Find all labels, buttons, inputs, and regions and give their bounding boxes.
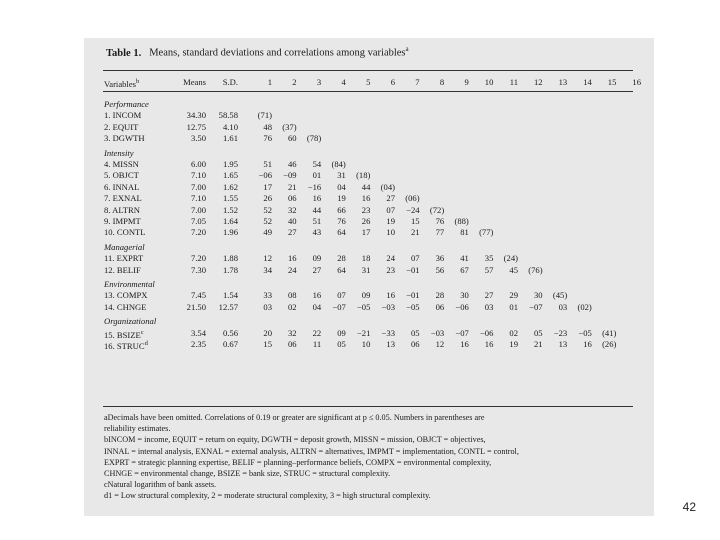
correlation-cell: −03 <box>381 301 395 312</box>
column-header-7: 7 <box>415 77 420 87</box>
table-note-line: INNAL = internal analysis, EXNAL = external analysis, ALTRN = alternatives, IMPMT = implementation, CONTL = control, <box>104 446 519 456</box>
column-header-10: 10 <box>484 77 494 87</box>
correlation-cell: 02 <box>288 301 297 312</box>
table-row <box>0 338 720 350</box>
variable-name: 14. CHNGE <box>104 301 147 312</box>
correlation-cell: 03 <box>558 301 568 312</box>
correlation-cell: 23 <box>386 264 395 275</box>
variable-name: 4. MISSN <box>104 159 139 169</box>
correlation-cell: (06) <box>405 193 420 204</box>
table-row <box>0 169 720 181</box>
sd-value: 12.57 <box>218 301 238 312</box>
mean-value: 6.00 <box>190 159 206 169</box>
correlation-cell: 26 <box>263 193 272 204</box>
correlation-cell: 27 <box>484 290 494 301</box>
mean-value: 34.30 <box>186 110 206 121</box>
correlation-cell: 06 <box>288 339 297 349</box>
correlation-cell: 21 <box>288 181 297 192</box>
correlation-cell: −01 <box>406 290 420 301</box>
correlation-cell: 06 <box>435 301 445 312</box>
correlation-cell: 15 <box>411 216 420 226</box>
correlation-cell: 13 <box>558 339 568 349</box>
column-header-6: 6 <box>390 77 395 87</box>
mean-value: 2.35 <box>190 339 206 349</box>
correlation-cell: 06 <box>411 339 420 349</box>
correlation-cell: −33 <box>381 327 395 338</box>
group-heading: Performance <box>104 99 149 109</box>
footnote-marker: c <box>140 328 144 336</box>
correlation-cell: −09 <box>283 170 297 181</box>
correlation-cell: 21 <box>534 339 543 349</box>
correlation-cell: 09 <box>312 253 322 264</box>
sd-value: 1.54 <box>222 290 238 301</box>
correlation-cell: 33 <box>263 290 272 301</box>
mean-value: 7.10 <box>190 170 206 181</box>
variable-name: 16. STRUC$^d$ <box>104 340 148 351</box>
correlation-cell: 09 <box>337 327 346 338</box>
table-row <box>0 132 720 144</box>
correlation-cell: 43 <box>312 227 322 238</box>
correlation-cell: 52 <box>263 216 272 226</box>
correlation-cell: 17 <box>361 227 371 238</box>
variable-name: 6. INNAL <box>104 181 140 192</box>
correlation-cell: 12 <box>263 253 272 264</box>
sd-value: 1.64 <box>222 216 238 226</box>
table-caption: Means, standard deviations and correlations among variables <box>149 47 406 59</box>
correlation-cell: 05 <box>534 327 543 338</box>
correlation-cell: 64 <box>337 227 346 238</box>
table-note-line: CHNGE = environmental change, BSIZE = bank size, STRUC = structural complexity. <box>104 469 391 479</box>
correlation-cell: (71) <box>257 110 272 121</box>
correlation-cell: 16 <box>460 339 469 349</box>
correlation-cell: (77) <box>479 227 494 238</box>
mean-value: 7.10 <box>190 193 206 204</box>
sd-header: S.D. <box>222 77 238 87</box>
correlation-cell: 18 <box>361 253 371 264</box>
group-heading: Environmental <box>104 279 155 289</box>
correlation-cell: 76 <box>263 133 272 144</box>
correlation-cell: −01 <box>406 264 420 275</box>
correlation-cell: 40 <box>288 216 297 226</box>
correlation-cell: (41) <box>602 327 617 338</box>
mean-value: 3.50 <box>190 133 206 144</box>
table-row <box>0 181 720 193</box>
mean-value: 21.50 <box>186 301 206 312</box>
column-header-8: 8 <box>439 77 445 87</box>
variable-name: 7. EXNAL <box>104 193 142 204</box>
sd-value: 1.65 <box>222 170 238 181</box>
correlation-cell: 16 <box>288 253 297 264</box>
correlation-cell: −16 <box>307 181 322 192</box>
correlation-cell: 52 <box>263 204 272 215</box>
table-row <box>0 264 720 276</box>
means-header: Means <box>183 77 206 87</box>
correlation-cell: 32 <box>288 327 297 338</box>
correlation-cell: 07 <box>386 204 395 215</box>
sd-value: 1.96 <box>222 227 238 238</box>
correlation-cell: 07 <box>411 253 420 264</box>
column-header-row <box>0 76 720 88</box>
footnote-marker: d <box>144 340 148 347</box>
mean-value: 3.54 <box>190 327 206 338</box>
correlation-cell: 19 <box>337 193 346 204</box>
table-row <box>0 301 720 313</box>
sd-value: 1.88 <box>222 253 238 264</box>
table-notes <box>104 412 634 502</box>
sd-value: 1.95 <box>222 159 238 169</box>
correlation-cell: (78) <box>306 133 322 144</box>
correlation-cell: 76 <box>435 216 445 226</box>
variable-name: 11. EXPRT <box>104 253 144 264</box>
column-header-11: 11 <box>509 77 518 87</box>
correlation-cell: 41 <box>460 253 469 264</box>
correlation-cell: 57 <box>484 264 494 275</box>
correlation-cell: 45 <box>509 264 518 275</box>
correlation-cell: −05 <box>406 301 420 312</box>
variable-name: 10. CONTL <box>104 227 146 238</box>
variable-name: 1. INCOM <box>104 110 142 121</box>
mean-value: 7.00 <box>190 181 206 192</box>
table-note-line: EXPRT = strategic planning expertise, BELIF = planning–performance beliefs, COMPX = environmental complexity, <box>104 457 492 467</box>
correlation-cell: 19 <box>386 216 395 226</box>
variable-name: 9. IMPMT <box>104 216 141 226</box>
correlation-cell: 07 <box>337 290 346 301</box>
mean-value: 7.20 <box>190 227 206 238</box>
column-header-3: 3 <box>316 77 322 87</box>
table-row <box>0 289 720 301</box>
correlation-cell: (02) <box>577 301 592 312</box>
correlation-cell: 77 <box>435 227 445 238</box>
correlation-cell: 02 <box>509 327 518 338</box>
mean-value: 7.20 <box>190 253 206 264</box>
variable-name: 2. EQUIT <box>104 121 139 132</box>
table-note-line: bINCOM = income, EQUIT = return on equity, DGWTH = deposit growth, MISSN = mission, OBJCT = objectives, <box>104 435 486 445</box>
variable-name: 5. OBJCT <box>104 170 139 181</box>
correlation-cell: 51 <box>312 216 322 226</box>
correlation-cell: 54 <box>312 159 322 169</box>
correlation-cell: (18) <box>356 170 371 181</box>
variable-name: 13. COMPX <box>104 290 148 301</box>
correlation-cell: 29 <box>509 290 518 301</box>
correlation-cell: 27 <box>288 227 297 238</box>
correlation-cell: 56 <box>435 264 445 275</box>
correlation-cell: 01 <box>509 301 518 312</box>
column-header-9: 9 <box>464 77 469 87</box>
column-header-1: 1 <box>267 77 272 87</box>
correlation-cell: 36 <box>435 253 445 264</box>
correlation-cell: 17 <box>263 181 272 192</box>
correlation-cell: −06 <box>479 327 494 338</box>
correlation-cell: 13 <box>386 339 395 349</box>
correlation-cell: 26 <box>361 216 371 226</box>
correlation-cell: 28 <box>337 253 346 264</box>
table-row <box>0 109 720 121</box>
group-heading: Organizational <box>104 316 157 327</box>
correlation-cell: 30 <box>534 290 543 301</box>
sd-value: 58.58 <box>218 110 238 121</box>
table-row <box>0 204 720 216</box>
table-note-line: cNatural logarithm of bank assets. <box>104 480 217 490</box>
sd-value: 1.78 <box>222 264 238 275</box>
correlation-cell: 24 <box>386 253 395 264</box>
variable-name: 3. DGWTH <box>104 133 145 144</box>
correlation-cell: 10 <box>361 339 371 349</box>
column-header-5: 5 <box>366 77 371 87</box>
correlation-cell: −24 <box>406 204 420 215</box>
table-row <box>0 158 720 170</box>
variable-name: 8. ALTRN <box>104 204 140 215</box>
correlation-cell: 16 <box>386 290 395 301</box>
correlation-cell: −06 <box>455 301 469 312</box>
sd-value: 1.61 <box>222 133 238 144</box>
correlation-cell: 08 <box>288 290 297 301</box>
table-note-line: reliability estimates. <box>104 424 171 434</box>
correlation-cell: 34 <box>263 264 272 275</box>
correlation-cell: 51 <box>263 159 272 169</box>
correlation-cell: 05 <box>337 339 346 349</box>
variable-name: 12. BELIF <box>104 264 141 275</box>
column-header-15: 15 <box>607 77 617 87</box>
correlation-cell: 04 <box>312 301 322 312</box>
correlation-cell: 35 <box>484 253 494 264</box>
table-note-line: d1 = Low structural complexity, 2 = moderate structural complexity, 3 = high structural complexity. <box>104 491 431 501</box>
sd-value: 1.62 <box>222 181 238 192</box>
table-row <box>0 215 720 227</box>
correlation-cell: (84) <box>331 159 346 169</box>
correlation-cell: −07 <box>332 301 346 312</box>
correlation-cell: (04) <box>380 181 395 192</box>
correlation-cell: 10 <box>386 227 395 238</box>
correlation-cell: 09 <box>361 290 371 301</box>
correlation-cell: 24 <box>288 264 297 275</box>
table-row <box>0 252 720 264</box>
variables-header: Variables$^b$ <box>104 78 140 89</box>
correlation-cell: −07 <box>455 327 469 338</box>
correlation-cell: 66 <box>337 204 346 215</box>
correlation-cell: 16 <box>312 290 322 301</box>
group-heading: Intensity <box>104 147 134 158</box>
table-title <box>106 45 646 59</box>
correlation-cell: (76) <box>528 264 543 275</box>
mean-value: 7.00 <box>190 204 206 215</box>
table-note-line: aDecimals have been omitted. Correlations of 0.19 or greater are significant at p ≤ 0.05. Numbers in parentheses are <box>104 413 485 422</box>
bottom-rule <box>103 406 633 407</box>
correlation-cell: (88) <box>454 216 469 226</box>
table-row <box>0 327 720 339</box>
correlation-cell: 27 <box>312 264 322 275</box>
correlation-cell: 60 <box>288 133 297 144</box>
sd-value: 0.67 <box>222 339 238 349</box>
correlation-cell: 28 <box>435 290 445 301</box>
correlation-cell: 05 <box>411 327 420 338</box>
correlation-cell: 22 <box>312 327 322 338</box>
correlation-cell: −06 <box>258 170 272 181</box>
correlation-cell: 04 <box>337 181 346 192</box>
top-rule <box>103 70 633 71</box>
correlation-cell: 01 <box>312 170 322 181</box>
correlation-cell: −21 <box>356 327 371 338</box>
correlation-cell: 03 <box>484 301 494 312</box>
table-row <box>0 192 720 204</box>
mean-value: 7.30 <box>190 264 206 275</box>
correlation-cell: 19 <box>509 339 518 349</box>
correlation-cell: 44 <box>312 204 322 215</box>
column-header-12: 12 <box>534 77 543 87</box>
mean-value: 7.45 <box>190 290 206 301</box>
correlation-cell: (24) <box>503 253 518 264</box>
correlation-cell: 64 <box>337 264 346 275</box>
correlation-cell: 16 <box>583 339 592 349</box>
correlation-cell: 49 <box>263 227 272 238</box>
table-label: Table 1. <box>106 47 142 59</box>
variable-name: 15. BSIZE$^c$ <box>104 328 144 340</box>
table-row <box>0 121 720 133</box>
correlation-cell: −05 <box>578 327 592 338</box>
column-header-2: 2 <box>292 77 297 87</box>
correlation-cell: 44 <box>361 181 371 192</box>
correlation-cell: 21 <box>411 227 420 238</box>
sd-value: 0.56 <box>222 327 238 338</box>
correlation-cell: −03 <box>430 327 445 338</box>
correlation-cell: −05 <box>356 301 371 312</box>
group-heading: Managerial <box>104 241 145 252</box>
correlation-cell: 03 <box>263 301 272 312</box>
correlation-cell: 16 <box>361 193 371 204</box>
correlation-cell: 48 <box>263 121 272 132</box>
page-number: 42 <box>682 500 696 514</box>
column-header-4: 4 <box>341 77 346 87</box>
correlation-cell: 81 <box>460 227 469 238</box>
correlation-cell: 76 <box>337 216 346 226</box>
mean-value: 12.75 <box>186 121 206 132</box>
correlation-cell: −23 <box>553 327 568 338</box>
header-rule <box>103 91 633 92</box>
correlation-cell: (26) <box>602 339 617 349</box>
table-title-footnote: a <box>405 45 409 53</box>
correlation-cell: (72) <box>429 204 445 215</box>
sd-value: 1.55 <box>222 193 238 204</box>
mean-value: 7.05 <box>190 216 206 226</box>
correlation-cell: 31 <box>337 170 346 181</box>
correlation-cell: (37) <box>282 121 297 132</box>
correlation-cell: 32 <box>288 204 297 215</box>
correlation-cell: 20 <box>263 327 272 338</box>
sd-value: 1.52 <box>222 204 238 215</box>
correlation-cell: (45) <box>552 290 568 301</box>
correlation-cell: 06 <box>288 193 297 204</box>
correlation-cell: 30 <box>460 290 469 301</box>
correlation-cell: 16 <box>484 339 494 349</box>
column-header-16: 16 <box>632 77 641 87</box>
column-header-14: 14 <box>583 77 592 87</box>
correlation-cell: 67 <box>460 264 469 275</box>
correlation-cell: 27 <box>386 193 395 204</box>
correlation-cell: 12 <box>435 339 445 349</box>
column-header-13: 13 <box>558 77 568 87</box>
table-row <box>0 226 720 238</box>
correlation-cell: −07 <box>529 301 543 312</box>
correlation-cell: 11 <box>312 339 322 349</box>
correlation-cell: 31 <box>361 264 371 275</box>
correlation-cell: 16 <box>312 193 322 204</box>
correlation-cell: 46 <box>288 159 297 169</box>
correlation-cell: 15 <box>263 339 272 349</box>
sd-value: 4.10 <box>222 121 238 132</box>
correlation-cell: 23 <box>361 204 371 215</box>
